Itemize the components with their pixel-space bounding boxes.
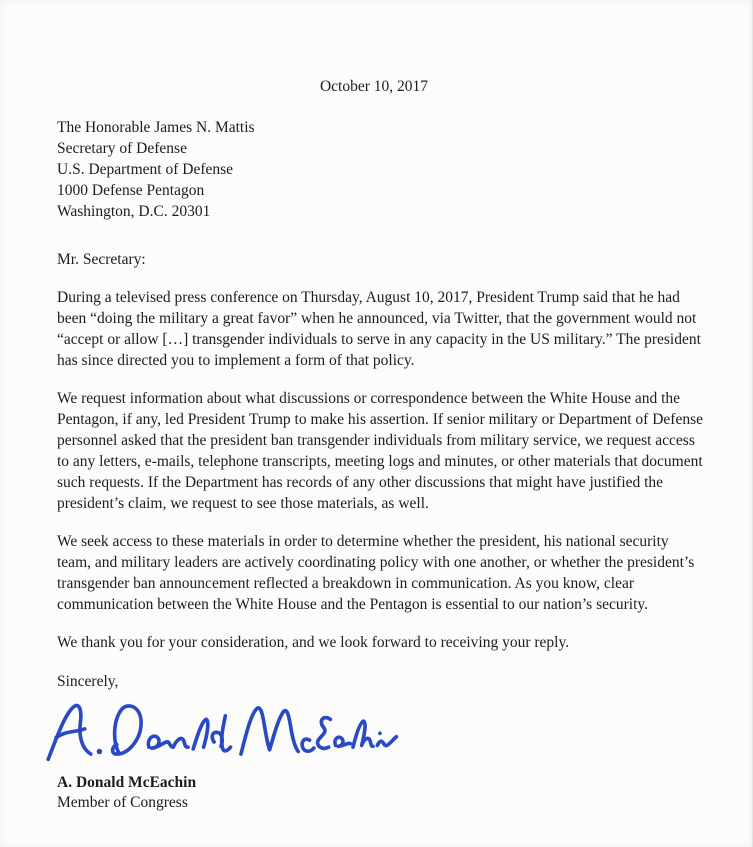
letter-content	[57, 0, 703, 813]
paragraph-1: During a televised press conference on Thursday, August 10, 2017, President Trump said that he had been “doing the military a great favor” when he announced, via Twitter, that the government would not “accept or allow […] transgender individuals to serve in any capacity in the US military.” The president has since directed you to implement a form of that policy.	[57, 289, 701, 369]
salutation: Mr. Secretary:	[57, 251, 146, 268]
address-line-org: U.S. Department of Defense	[57, 161, 234, 178]
signature-ink-icon	[43, 696, 399, 774]
address-line-city: Washington, D.C. 20301	[57, 203, 211, 220]
signer-title: Member of Congress	[57, 794, 188, 811]
letter-date: October 10, 2017	[319, 78, 429, 95]
address-line-recipient: The Honorable James N. Mattis	[57, 119, 255, 136]
paragraph-2: We request information about what discussions or correspondence between the White House and the Pentagon, if any, led President Trump to make his assertion. If senior military or Department of Defense personnel asked that the president ban transgender individuals from military service, we request access to any letters, e-mails, telephone transcripts, meeting logs and minutes, or other materials that document such requests. If the Department has records of any other discussions that might have justified the president’s claim, we request to see those materials, as well.	[57, 390, 703, 512]
signature-handwritten	[43, 696, 703, 774]
paragraph-3: We seek access to these materials in order to determine whether the president, his national security team, and military leaders are actively coordinating policy with one another, or whether the president’s transgender ban announcement reflected a breakdown in communication. As you know, clear communication between the White House and the Pentagon is essential to our nation’s security.	[57, 533, 695, 613]
paragraph-4: We thank you for your consideration, and we look forward to receiving your reply.	[57, 634, 570, 651]
address-line-title: Secretary of Defense	[57, 140, 187, 157]
closing: Sincerely,	[57, 673, 119, 690]
recipient-address	[57, 117, 703, 222]
address-line-street: 1000 Defense Pentagon	[57, 182, 205, 199]
signer-name: A. Donald McEachin	[57, 774, 197, 791]
